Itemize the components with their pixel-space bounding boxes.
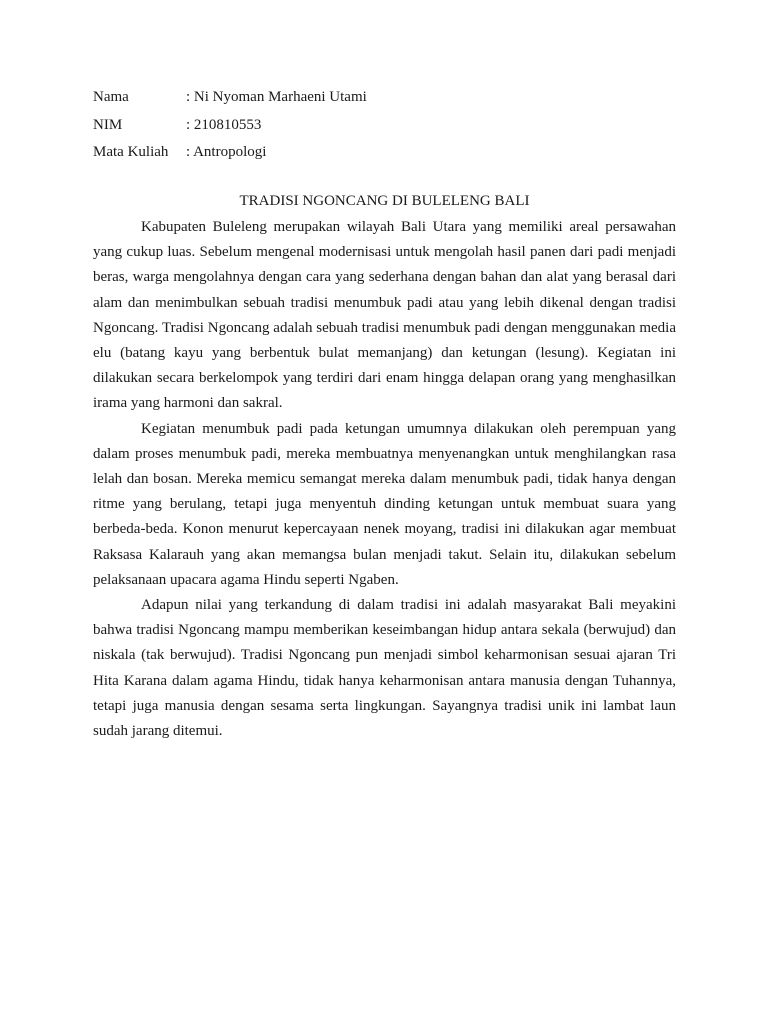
- document-title: TRADISI NGONCANG DI BULELENG BALI: [239, 193, 530, 209]
- student-info: [93, 86, 367, 169]
- info-label-nim: NIM: [93, 116, 123, 133]
- info-label-name: Nama: [93, 89, 129, 105]
- paragraph-1: Kabupaten Buleleng merupakan wilayah Bali Utara yang memiliki areal persawahan yang cukup luas. Sebelum mengenal modernisasi untuk mengolah hasil panen dari padi menjadi beras, warga mengolahnya dengan cara yang sederhana dengan bahan dan alat yang berasal dari alam dan menimbulkan sebuah tradisi menumbuk padi atau yang lebih dikenal dengan tradisi Ngoncang. Tradisi Ngoncang adalah sebuah tradisi menumbuk padi dengan menggunakan media elu (batang kayu yang berbentuk bulat memanjang) dan ketungan (lesung). Kegiatan ini dilakukan secara berkelompok yang terdiri dari enam hingga delapan orang yang menghasilkan irama yang harmoni dan sakral.: [93, 219, 676, 412]
- info-value-name: : Ni Nyoman Marhaeni Utami: [186, 89, 367, 105]
- info-row-name: [93, 86, 367, 114]
- info-label-course: Mata Kuliah: [93, 144, 169, 160]
- info-row-nim: [93, 114, 367, 142]
- document-body: [93, 215, 676, 744]
- info-value-course: : Antropologi: [186, 144, 267, 160]
- paragraph-2: Kegiatan menumbuk padi pada ketungan umumnya dilakukan oleh perempuan yang dalam proses menumbuk padi, mereka membuatnya menyenangkan untuk menghilangkan rasa lelah dan bosan. Mereka memicu semangat mereka dalam menumbuk padi, tidak hanya dengan ritme yang berulang, tetapi juga menyentuh dinding ketungan untuk membuat suara yang berbeda-beda. Konon menurut kepercayaan nenek moyang, tradisi ini dilakukan agar membuat Raksasa Kalarauh yang akan memangsa bulan menjadi takut. Selain itu, dilakukan sebelum pelaksanaan upacara agama Hindu seperti Ngaben.: [93, 420, 676, 588]
- info-row-course: [93, 141, 367, 169]
- paragraph-3: Adapun nilai yang terkandung di dalam tradisi ini adalah masyarakat Bali meyakini bahwa tradisi Ngoncang mampu memberikan keseimbangan hidup antara sekala (berwujud) dan niskala (tak berwujud). Tradisi Ngoncang pun menjadi simbol keharmonisan sesuai ajaran Tri Hita Karana dalam agama Hindu, tidak hanya keharmonisan antara manusia dengan Tuhannya, tetapi juga manusia dengan sesama serta lingkungan. Sayangnya tradisi unik ini lambat laun sudah jarang ditemui.: [93, 597, 676, 740]
- info-value-nim: : 210810553: [186, 116, 262, 133]
